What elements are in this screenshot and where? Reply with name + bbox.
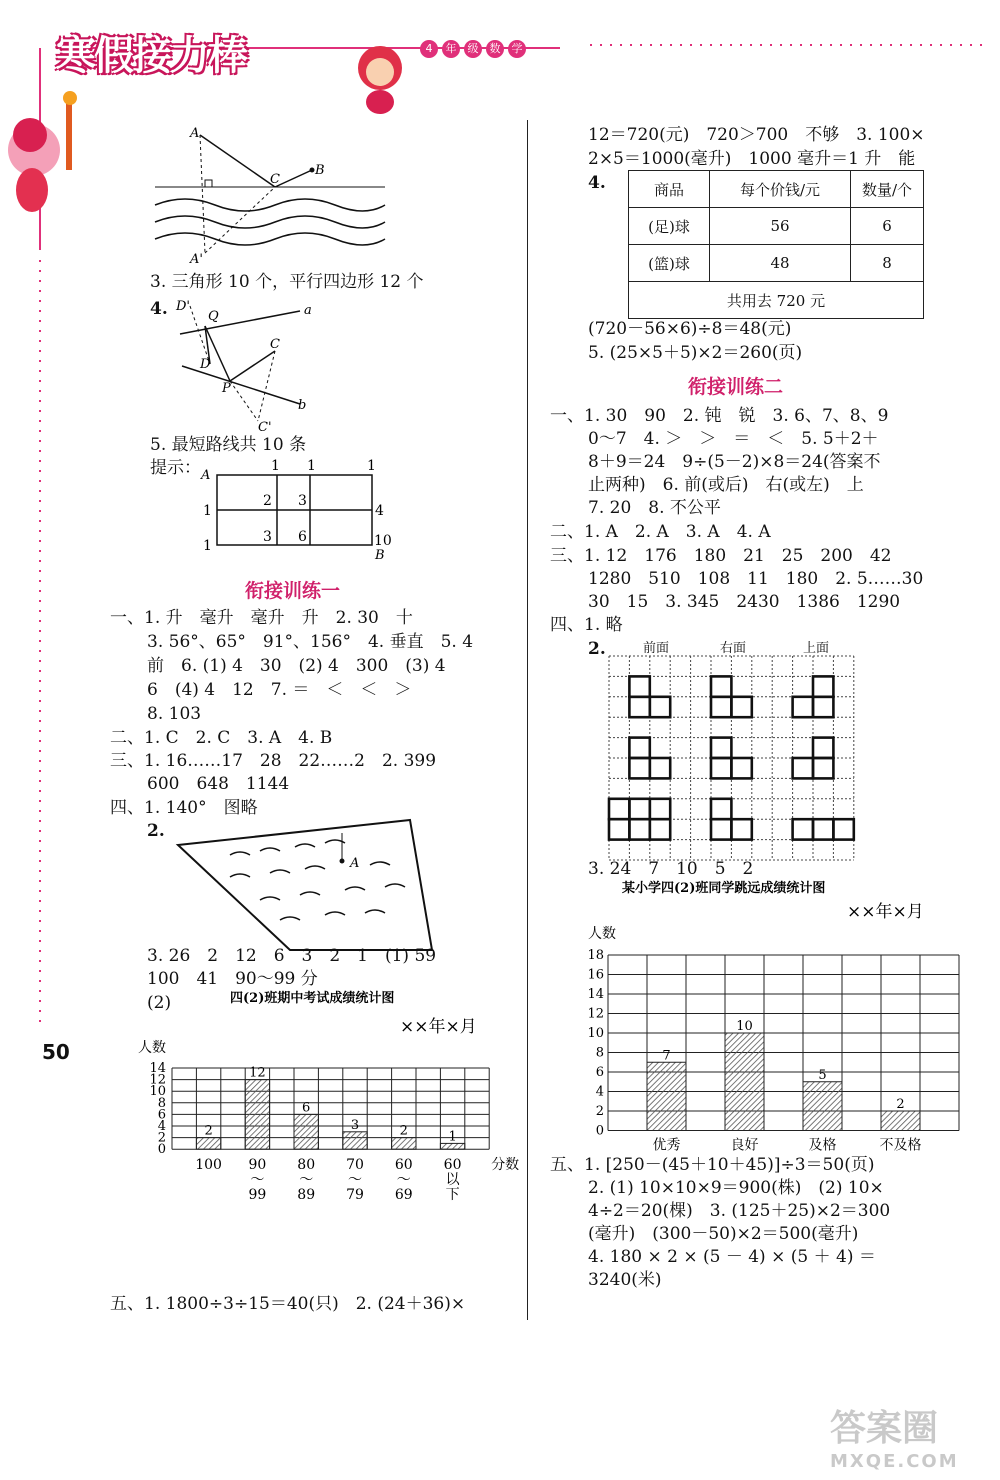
x-tick-label: 不及格 (879, 1137, 922, 1154)
label: C (270, 337, 280, 352)
y-tick-label: 8 (595, 1045, 604, 1061)
watermark-text: 答案圈 (830, 1408, 939, 1449)
data-label: 10 (736, 1019, 753, 1034)
view-square (813, 758, 833, 778)
label: a (304, 303, 312, 318)
y-tick-label: 12 (587, 1006, 604, 1022)
y-axis-label: 人数 (588, 926, 616, 942)
view-square (711, 697, 731, 717)
label: 2 (263, 493, 272, 509)
answer-line: 一、1. 升 毫升 毫升 升 2. 30 十 (110, 608, 413, 628)
view-square (650, 697, 670, 717)
view-square (793, 758, 813, 778)
hint-label: 提示： (150, 458, 201, 478)
view-square (609, 819, 629, 839)
x-tick-label: 70 (346, 1157, 364, 1174)
y-tick-label: 14 (149, 1061, 166, 1076)
answer-line: 30 15 3. 345 2430 1386 1290 (588, 592, 901, 612)
badge: 数 (486, 40, 504, 58)
label: 10 (374, 533, 392, 549)
table-total: 共用去 720 元 (629, 282, 924, 319)
table-cell: 6 (851, 208, 924, 245)
answer-line: 二、1. A 2. A 3. A 4. A (550, 522, 771, 542)
data-label: 5 (818, 1067, 827, 1083)
label: 6 (298, 529, 307, 545)
chart-subtitle: ××年×月 (400, 1017, 477, 1037)
label: 3 (263, 529, 272, 545)
table-header: 数量/个 (851, 171, 924, 208)
table-cell: (足)球 (629, 208, 710, 245)
bar (245, 1080, 269, 1150)
label: C (270, 172, 280, 187)
x-tick-label: 90 (248, 1157, 267, 1174)
chart-title: 四(2)班期中考试成绩统计图 (230, 991, 395, 1006)
answer-line: 2. (1) 10×10×9＝900(株) (2) 10× (588, 1178, 884, 1198)
answer-line: 5. 最短路线共 10 条 (150, 435, 307, 455)
bar (647, 1062, 686, 1130)
answer-line: 3. 26 2 12 6 3 2 1 (1) 59 (147, 946, 437, 966)
answer-line: 3. 24 7 10 5 2 (588, 859, 754, 879)
answer-line: 四、1. 略 (550, 615, 623, 635)
table-header: 每个价钱/元 (710, 171, 851, 208)
label: A (201, 468, 211, 483)
answer-line: 4. (150, 299, 168, 319)
answer-line: 7. 20 8. 不公平 (588, 498, 721, 518)
view-square (650, 799, 670, 819)
x-tick-label: 下 (445, 1187, 460, 1204)
exam-score-chart (130, 990, 520, 1290)
x-tick-label: 优秀 (652, 1137, 681, 1154)
answer-line: 止两种) 6. 前(或后) 右(或左) 上 (588, 475, 864, 495)
data-label: 6 (302, 1100, 311, 1116)
x-tick-label: 69 (394, 1187, 413, 1204)
y-tick-label: 0 (157, 1142, 166, 1158)
answer-line: 8. 103 (147, 704, 202, 724)
answer-line: 600 648 1144 (147, 774, 290, 794)
data-label: 12 (249, 1065, 266, 1081)
view-square (650, 758, 670, 778)
x-tick-label: ～ (250, 1172, 265, 1189)
label: P (222, 381, 231, 396)
view-square (629, 758, 649, 778)
label: 4 (375, 503, 384, 519)
answer-line: (2) (147, 993, 172, 1013)
table-header: 商品 (629, 171, 710, 208)
table-cell: 8 (851, 245, 924, 282)
view-square (711, 738, 731, 758)
view-label: 前面 (643, 641, 670, 656)
bar (803, 1082, 842, 1131)
view-square (833, 819, 853, 839)
section-title: 衔接训练二 (688, 376, 784, 398)
badge: 年 (442, 40, 460, 58)
x-tick-label: ～ (348, 1172, 362, 1189)
data-label: 2 (399, 1123, 408, 1139)
reflection-figure (140, 125, 400, 265)
x-tick-label: 以 (445, 1172, 460, 1189)
view-square (609, 799, 629, 819)
label: B (315, 163, 325, 178)
view-square (731, 819, 751, 839)
answer-line: 五、1. [250－(45＋10＋45)]÷3＝50(页) (550, 1155, 875, 1175)
x-tick-label: 80 (297, 1157, 316, 1174)
table-row (629, 208, 924, 245)
y-tick-label: 6 (595, 1065, 604, 1080)
chart-title: 某小学四(2)班同学跳远成绩统计图 (622, 881, 826, 896)
y-tick-label: 16 (587, 967, 604, 983)
page-number: 50 (42, 1040, 70, 1064)
bar (343, 1132, 367, 1149)
bar (196, 1138, 220, 1150)
label: A' (190, 252, 203, 267)
label: Q (208, 309, 219, 324)
table-cell: (篮)球 (629, 245, 710, 282)
bar (881, 1111, 920, 1131)
table-row (629, 245, 924, 282)
answer-line: 2. (588, 639, 606, 659)
view-square (711, 758, 731, 778)
label: 1 (367, 458, 376, 474)
y-tick-label: 4 (595, 1084, 604, 1100)
goods-table (628, 170, 924, 319)
view-square (650, 819, 670, 839)
answer-line: 3. 56°、65° 91°、156° 4. 垂直 5. 4 (147, 632, 474, 652)
view-square (629, 799, 649, 819)
y-tick-label: 8 (157, 1095, 166, 1111)
data-label: 7 (662, 1048, 671, 1064)
answer-line: 前 6. (1) 4 30 (2) 4 300 (3) 4 (147, 656, 446, 676)
view-square (629, 676, 649, 696)
label: b (298, 398, 307, 413)
label: C' (258, 420, 272, 435)
answer-line: 2. (147, 821, 165, 841)
view-square (813, 819, 833, 839)
view-square (629, 819, 649, 839)
label: D (200, 357, 211, 372)
view-square (793, 697, 813, 717)
answer-line: 四、1. 140° 图略 (110, 798, 258, 818)
answer-line: 3240(米) (588, 1270, 662, 1290)
column-divider (527, 120, 528, 1320)
bar (294, 1114, 318, 1149)
label: 3 (298, 493, 307, 509)
header (0, 0, 1000, 120)
table-cell: 56 (710, 208, 851, 245)
watermark-url: MXQE.COM (830, 1451, 959, 1472)
x-tick-label: ～ (299, 1172, 314, 1189)
x-tick-label: 99 (248, 1187, 267, 1204)
table-cell: 48 (710, 245, 851, 282)
table-header-row (629, 171, 924, 208)
lake-figure (170, 815, 440, 955)
x-tick-label: ～ (396, 1172, 411, 1189)
data-label: 3 (350, 1117, 360, 1133)
view-square (731, 758, 751, 778)
answer-line: 100 41 90～99 分 (147, 969, 318, 989)
table-row (629, 282, 924, 319)
answer-line: 2×5＝1000(毫升) 1000 毫升＝1 升 能 (588, 149, 916, 169)
chart-subtitle: ××年×月 (847, 902, 924, 922)
badge: 级 (464, 40, 482, 58)
label: D' (176, 299, 190, 314)
y-tick-label: 2 (595, 1104, 604, 1119)
answer-line: 8＋9＝24 9÷(5－2)×8＝24(答案不 (588, 452, 881, 472)
x-tick-label: 89 (297, 1187, 316, 1204)
x-tick-label: 60 (443, 1157, 462, 1174)
grade-badges (420, 40, 526, 58)
answer-line: 4. (588, 173, 606, 193)
answer-line: 0～7 4. ＞ ＞ ＝ ＜ 5. 5＋2＋ (588, 429, 879, 449)
y-tick-label: 10 (587, 1026, 604, 1041)
badge: 学 (508, 40, 526, 58)
label: 1 (203, 538, 212, 554)
x-tick-label: 100 (195, 1157, 222, 1174)
answer-line: 4÷2＝20(棵) 3. (125＋25)×2＝300 (588, 1201, 891, 1221)
y-tick-label: 10 (149, 1084, 166, 1100)
answer-line: (720－56×6)÷8＝48(元) (588, 319, 792, 339)
angle-figure (170, 296, 330, 436)
answer-line: 4. 180 × 2 × (5 － 4) × (5 ＋ 4) ＝ (588, 1247, 876, 1267)
answer-line: 3. 三角形 10 个，平行四边形 12 个 (150, 272, 424, 292)
label: 1 (203, 503, 212, 519)
long-jump-chart (580, 880, 980, 1155)
y-tick-label: 0 (595, 1123, 604, 1139)
view-square (629, 697, 649, 717)
watermark (830, 1400, 959, 1472)
data-label: 2 (204, 1123, 213, 1139)
x-tick-label: 良好 (730, 1137, 759, 1154)
badge: 4 (420, 40, 438, 58)
answer-line: (毫升) (300－50)×2＝500(毫升) (588, 1224, 859, 1244)
label: 1 (271, 458, 280, 474)
answer-line: 五、1. 1800÷3÷15＝40(只) 2. (24＋36)× (110, 1294, 466, 1314)
label: A (190, 126, 200, 141)
y-tick-label: 14 (587, 987, 604, 1002)
view-square (793, 819, 813, 839)
view-square (711, 819, 731, 839)
answer-line: 5. (25×5＋5)×2＝260(页) (588, 343, 803, 363)
y-tick-label: 4 (157, 1119, 166, 1134)
answer-line: 三、1. 12 176 180 21 25 200 42 (550, 546, 892, 566)
label: B (375, 548, 385, 563)
y-tick-label: 12 (149, 1072, 166, 1088)
x-axis-label: 分数 (491, 1157, 520, 1174)
bar (392, 1138, 416, 1150)
view-square (711, 676, 731, 696)
view-square (731, 697, 751, 717)
x-tick-label: 及格 (808, 1137, 837, 1154)
answer-line: 6 (4) 4 12 7. ＝ ＜ ＜ ＞ (147, 680, 412, 700)
answer-line: 1280 510 108 11 180 2. 5……30 (588, 569, 924, 589)
x-tick-label: 79 (346, 1187, 364, 1204)
answer-line: 二、1. C 2. C 3. A 4. B (110, 728, 333, 748)
view-label: 右面 (720, 641, 747, 656)
view-square (813, 676, 833, 696)
label: A (350, 856, 360, 871)
y-tick-label: 2 (157, 1130, 166, 1146)
x-tick-label: 60 (394, 1157, 413, 1174)
answer-line: 一、1. 30 90 2. 钝 锐 3. 6、7、8、9 (550, 406, 889, 426)
view-square (813, 697, 833, 717)
bar (725, 1033, 764, 1131)
view-square (711, 799, 731, 819)
answer-line: 三、1. 16……17 28 22……2 2. 399 (110, 751, 437, 771)
brand-logo: 寒假接力棒 (56, 33, 246, 79)
y-tick-label: 18 (587, 948, 604, 963)
data-label: 2 (896, 1097, 905, 1112)
view-square (629, 738, 649, 758)
data-label: 1 (448, 1129, 457, 1145)
three-views-grid (608, 655, 854, 861)
y-tick-label: 6 (157, 1107, 166, 1123)
view-label: 上面 (803, 641, 830, 656)
path-grid-figure (195, 455, 405, 565)
section-title: 衔接训练一 (245, 580, 341, 602)
view-square (813, 738, 833, 758)
answer-line: 12＝720(元) 720＞700 不够 3. 100× (588, 125, 925, 145)
label: 1 (307, 458, 316, 474)
y-axis-label: 人数 (138, 1040, 166, 1056)
